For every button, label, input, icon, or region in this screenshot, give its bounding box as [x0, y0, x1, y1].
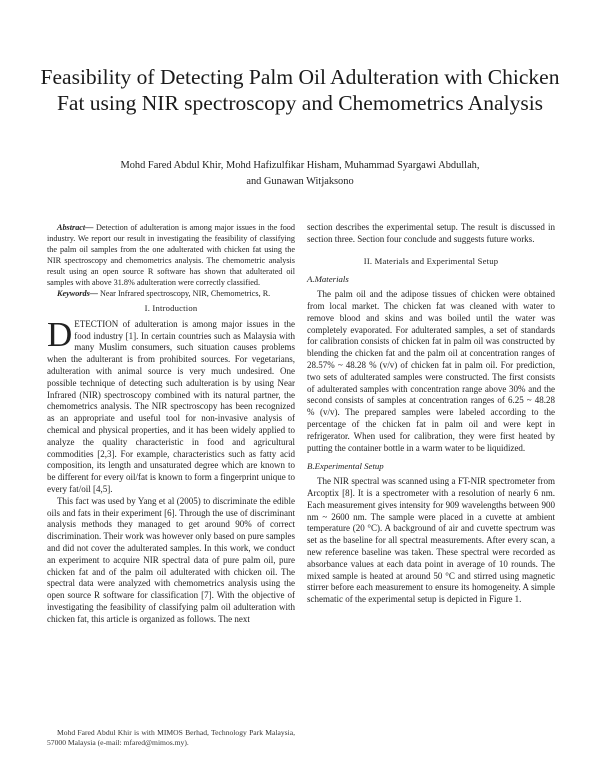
keywords-label: Keywords—: [57, 289, 98, 298]
abstract-label: Abstract—: [57, 223, 94, 232]
materials-paragraph: The palm oil and the adipose tissues of chicken were obtained from local market. The chicken fat was cleaned with water to remove blood and skins and was boiled until the water was completely evaporated. For adulterated samples, a set of standards for calibration consists of chicken fat in palm oil was constructed by blending the chicken fat and the palm oil at concentration ranges of 28.57% ~ 48.28 % (v/v) of chicken fat in palm oil. For prediction, two sets of adulterated samples were constructed. The first consists of adulterated samples with concentration range above 30% and the second consists of samples at concentration ranges of 6.25 ~ 48.28 % (v/v). The prepared samples were labeled according to the percentage of the chicken fat in palm oil and were kept in refrigerator. When used for calibration, they were first heated by putting the container bottle in a warm water to be liquidized.: [307, 289, 555, 453]
abstract-text: Detection of adulteration is among major issues in the food industry. We report our result in investigating the feasibility of classifying the palm oil samples from the one adulterated with chicken fat using the NIR spectroscopy and chemometrics analysis. The chemometric analysis result using an open source R software has shown that adulterated oil samples with above 31.8% adulteration were correctly classified.: [47, 223, 295, 287]
section-heading-introduction: I. Introduction: [144, 303, 198, 313]
setup-paragraph: The NIR spectral was scanned using a FT-NIR spectrometer from Arcoptix [8]. It is a spectrometer with a resolution of nearly 6 nm. Each measurement gives intensity for 909 wavelengths between 900 nm ~ 2600 nm. The sample were placed in a cuvette at ambient temperature (20 °C). A background of air and cuvette spectrum was set as the baseline for all spectral measurements. After every scan, a new reference baseline was taken. These spectral were recorded as absorbance values at each data point in average of 10 rounds. The mixed sample is heated at around 50 °C and stirred using magnetic stirrer before each measurement to ensure its homogeneity. A simple schematic of the experimental setup is depicted in Figure 1.: [307, 476, 555, 605]
subsection-heading-materials: A.Materials: [307, 274, 349, 285]
abstract: [47, 222, 295, 288]
subsection-heading-setup: B.Experimental Setup: [307, 461, 384, 472]
author-footnote: Mohd Fared Abdul Khir is with MIMOS Berhad, Technology Park Malaysia, 57000 Malaysia (e-mail: mfared@mimos.my).: [47, 728, 295, 747]
intro-continuation: section describes the experimental setup. The result is discussed in section three. Section four conclude and suggests future works.: [307, 222, 555, 244]
authors-line-2: and Gunawan Witjaksono: [246, 176, 354, 187]
intro-paragraph-1-text: ETECTION of adulteration is among major issues in the food industry [1]. In certain countries such as Malaysia with many Muslim consumers, such situation causes problems when the adulterant is from prohibited sources. For vegetarians, adulteration with animal source is very much undesired. One possible technique of detecting such adulteration is by using Near Infrared (NIR) spectroscopy combined with its natural partner, the chemometrics analysis. The NIR spectroscopy has been recognized as an appropriate and useful tool for non-invasive analysis of chemical and physical properties, and it has been widely applied to analyze the quality characteristic in food and agricultural commodities [2,3]. For example, characteristics such as fatty acid composition, its length and unsaturated degree which are known to be different for every oil/fat is known to form a fingerprint unique to every fat/oil [4,5].: [47, 318, 295, 494]
right-column: [307, 222, 555, 606]
paper-title: Feasibility of Detecting Palm Oil Adulteration with Chicken Fat using NIR spectroscopy and Chemometrics Analysis: [40, 65, 560, 115]
author-list: [40, 158, 560, 190]
keywords: [47, 288, 295, 299]
intro-paragraph-2: This fact was used by Yang et al (2005) to discriminate the edible oils and fats in their experiment [6]. Through the use of discriminant analysis methods they managed to get around 90% of correct discrimination. Their work was however only based on pure samples and did not cover the adulterated samples. In this work, we conduct an experiment to acquire NIR spectral data of pure palm oil, pure chicken fat and of the palm oil adulterated with chicken oil. The spectral data were analyzed with chemometrics analysis using the open source R software for classification [7]. With the objective of investigating the feasibility of classifying palm oil adulteration with chicken fat, this article is organized as follows. The next: [47, 495, 295, 624]
intro-paragraph-1: [47, 314, 295, 496]
left-column: [47, 222, 295, 626]
section-heading-materials: II. Materials and Experimental Setup: [363, 255, 499, 266]
authors-line-1: Mohd Fared Abdul Khir, Mohd Hafizulfikar Hisham, Muhammad Syargawi Abdullah,: [120, 160, 480, 171]
keywords-text: Near Infrared spectroscopy, NIR, Chemometrics, R.: [97, 289, 271, 298]
drop-cap: D: [47, 314, 73, 354]
